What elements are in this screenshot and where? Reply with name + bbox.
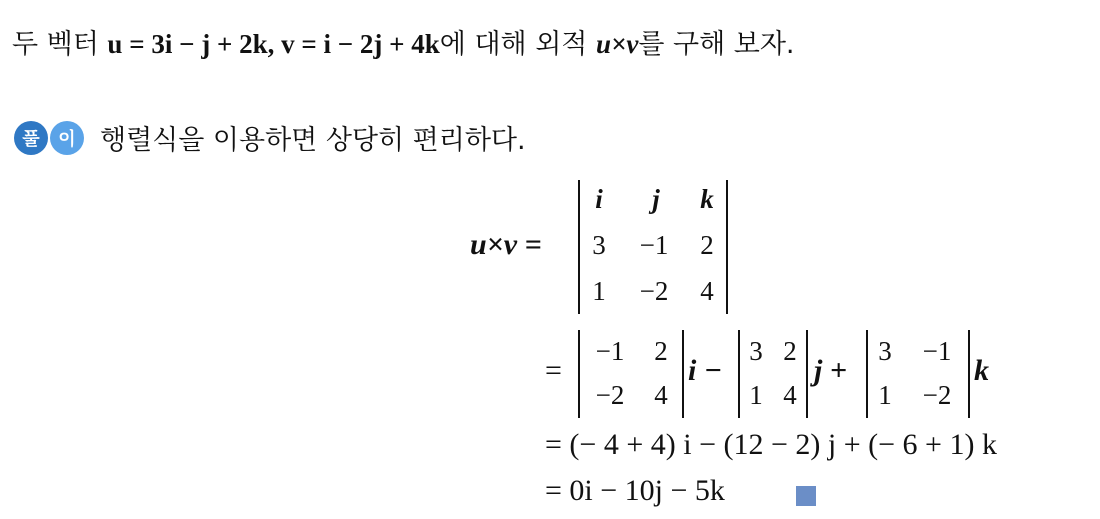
det-cell: i <box>595 184 603 214</box>
final-result-line: = 0i − 10j − 5k <box>545 474 725 507</box>
minor-cell: −2 <box>922 380 952 410</box>
minor-cell: −1 <box>922 336 952 366</box>
minor-cell: 3 <box>878 336 892 366</box>
expansion-equals: = <box>545 354 562 387</box>
cross-product-expression: u×v <box>595 29 639 59</box>
minor-k <box>866 330 970 418</box>
solution-intro: 행렬식을 이용하면 상당히 편리하다. <box>100 125 526 156</box>
det-cell: −2 <box>639 276 669 306</box>
minor-cell: 3 <box>749 336 763 366</box>
minor-j <box>738 330 808 418</box>
minor-cell: 1 <box>749 380 763 410</box>
vector-definitions: u = 3i − j + 2k, v = i − 2j + 4k <box>107 29 440 59</box>
det-cell: 1 <box>592 276 606 306</box>
minor-cell: −1 <box>595 336 625 366</box>
minor-i <box>578 330 684 418</box>
solution-header <box>14 118 526 157</box>
minor-cell: 1 <box>878 380 892 410</box>
problem-prefix: 두 벡터 <box>12 29 108 60</box>
minor-cell: 2 <box>783 336 797 366</box>
problem-mid: 에 대해 외적 <box>439 29 596 60</box>
expansion-result-line: = (− 4 + 4) i − (12 − 2) j + (− 6 + 1) k <box>545 428 997 461</box>
op-j: j + <box>814 354 847 387</box>
det-cell: 3 <box>592 230 606 260</box>
minor-cell: 4 <box>654 380 668 410</box>
det-cell: 2 <box>700 230 714 260</box>
minor-cell: −2 <box>595 380 625 410</box>
cross-lhs: u×v = <box>470 228 542 261</box>
op-k: k <box>974 354 989 387</box>
determinant-3x3 <box>578 180 728 314</box>
det-cell: k <box>700 184 714 214</box>
qed-square-icon <box>796 486 816 506</box>
solution-badge-icon: 풀 <box>14 121 48 155</box>
det-cell: 4 <box>700 276 714 306</box>
minor-cell: 4 <box>783 380 797 410</box>
problem-suffix: 를 구해 보자. <box>638 29 795 60</box>
det-cell: −1 <box>639 230 669 260</box>
det-cell: j <box>652 184 660 214</box>
problem-statement <box>12 22 795 61</box>
solution-badge-icon-2: 이 <box>50 121 84 155</box>
op-i: i − <box>688 354 723 387</box>
minor-cell: 2 <box>654 336 668 366</box>
